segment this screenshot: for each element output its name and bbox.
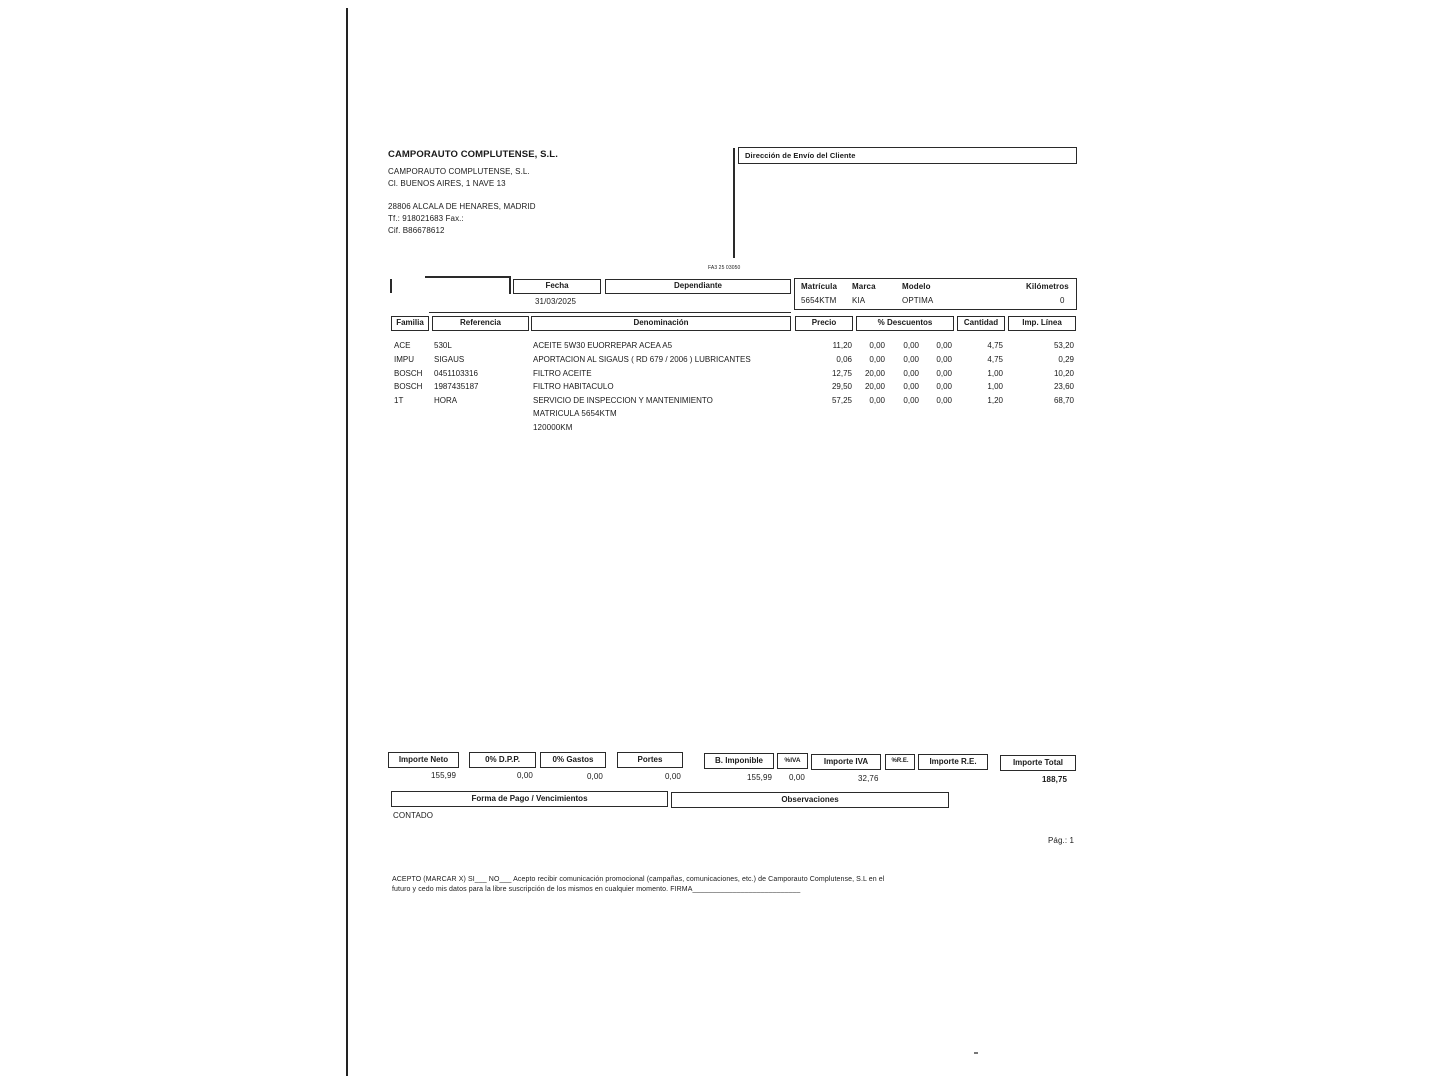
cell-referencia: SIGAUS — [434, 355, 465, 364]
cell-importe: 23,60 — [1053, 382, 1074, 391]
consent-line1: ACEPTO (MARCAR X) SI___ NO___ Acepto recibir comunicación promocional (campañas, comunicaciones, etc.) de Camporauto Complutense, S.L en el — [392, 876, 885, 883]
cell-importe: 0,29 — [1058, 355, 1074, 364]
extra-line: MATRICULA 5654KTM — [533, 409, 617, 418]
importe-neto-header: Importe Neto — [388, 752, 459, 768]
cell-dto2: 0,00 — [903, 382, 919, 391]
table-row — [0, 396, 1440, 408]
matricula-value: 5654KTM — [801, 296, 837, 305]
cell-precio: 11,20 — [832, 341, 852, 350]
cell-precio: 57,25 — [831, 396, 852, 405]
page-edge-line — [346, 8, 348, 1076]
fecha-header: Fecha — [513, 279, 601, 294]
cell-cantidad: 1,20 — [987, 396, 1003, 405]
gastos-header: 0% Gastos — [540, 752, 606, 768]
company-name: CAMPORAUTO COMPLUTENSE, S.L. — [388, 167, 530, 176]
dependiente-header: Dependiante — [605, 279, 791, 294]
table-row — [0, 369, 1440, 381]
re-pct-header: %R.E. — [885, 754, 915, 770]
cell-dto2: 0,00 — [903, 369, 919, 378]
company-cif: Cif. B86678612 — [388, 226, 445, 235]
cell-denominacion: FILTRO HABITACULO — [533, 382, 614, 391]
portes-value: 0,00 — [665, 772, 681, 781]
iva-pct-header: %IVA — [777, 753, 808, 769]
gastos-value: 0,00 — [587, 772, 603, 781]
cell-dto3: 0,00 — [936, 382, 952, 391]
km-value: 0 — [1060, 296, 1065, 305]
col-familia: Familia — [391, 316, 429, 331]
cell-precio: 0,06 — [836, 355, 852, 364]
page-number: Pág.: 1 — [1048, 836, 1075, 845]
col-denominacion: Denominación — [531, 316, 791, 331]
table-row — [0, 355, 1440, 367]
iva-pct-value: 0,00 — [789, 773, 805, 782]
cell-importe: 53,20 — [1053, 341, 1074, 350]
importe-iva-value: 32,76 — [858, 774, 879, 783]
consent-line2: futuro y cedo mis datos para la libre suscripción de los mismos en cualquier momento. FIRMA___________________________ — [392, 886, 801, 893]
modelo-label: Modelo — [902, 282, 931, 291]
info-left-tick — [390, 279, 392, 293]
cell-referencia: 1987435187 — [434, 382, 479, 391]
doc-code: FA3 25 03050 — [708, 265, 741, 271]
cell-cantidad: 1,00 — [987, 382, 1003, 391]
importe-neto-value: 155,99 — [431, 771, 457, 780]
cell-importe: 10,20 — [1053, 369, 1074, 378]
cell-dto3: 0,00 — [936, 369, 952, 378]
cell-referencia: 0451103316 — [434, 369, 478, 378]
km-label: Kilómetros — [1026, 282, 1069, 291]
total-header: Importe Total — [1000, 755, 1076, 771]
cell-precio: 12,75 — [831, 369, 852, 378]
base-value: 155,99 — [747, 773, 773, 782]
cell-precio: 29,50 — [831, 382, 852, 391]
cell-familia: IMPU — [394, 355, 414, 364]
observaciones-header: Observaciones — [671, 792, 949, 808]
cell-familia: BOSCH — [394, 369, 423, 378]
cell-familia: 1T — [394, 396, 404, 405]
cell-dto2: 0,00 — [903, 341, 919, 350]
cell-dto1: 0,00 — [869, 355, 885, 364]
col-precio: Precio — [795, 316, 853, 331]
cell-familia: BOSCH — [394, 382, 423, 391]
base-header: B. Imponible — [704, 753, 774, 769]
scan-speck — [974, 1052, 978, 1054]
total-value: 188,75 — [1042, 775, 1068, 784]
cell-cantidad: 4,75 — [987, 355, 1003, 364]
cell-dto3: 0,00 — [936, 396, 952, 405]
col-cantidad: Cantidad — [957, 316, 1005, 331]
col-importe: Imp. Línea — [1008, 316, 1076, 331]
company-address2: 28806 ALCALA DE HENARES, MADRID — [388, 202, 536, 211]
cell-referencia: HORA — [434, 396, 458, 405]
cell-denominacion: APORTACION AL SIGAUS ( RD 679 / 2006 ) LUBRICANTES — [533, 355, 751, 364]
importe-re-header: Importe R.E. — [918, 754, 988, 770]
dpp-header: 0% D.P.P. — [469, 752, 536, 768]
table-row — [0, 341, 1440, 353]
client-box-left-line — [733, 148, 735, 258]
payment-header: Forma de Pago / Vencimientos — [391, 791, 668, 807]
company-address1: Cl. BUENOS AIRES, 1 NAVE 13 — [388, 179, 506, 188]
table-row — [0, 382, 1440, 394]
marca-label: Marca — [852, 282, 876, 291]
portes-header: Portes — [617, 752, 683, 768]
cell-denominacion: SERVICIO DE INSPECCION Y MANTENIMIENTO — [533, 396, 713, 405]
extra-line: 120000KM — [533, 423, 573, 432]
cell-importe: 68,70 — [1053, 396, 1074, 405]
cell-referencia: 530L — [434, 341, 452, 350]
col-descuentos: % Descuentos — [856, 316, 954, 331]
importe-iva-header: Importe IVA — [811, 754, 881, 770]
dpp-value: 0,00 — [517, 771, 533, 780]
cell-dto3: 0,00 — [936, 355, 952, 364]
cell-cantidad: 4,75 — [987, 341, 1003, 350]
cell-dto2: 0,00 — [903, 355, 919, 364]
cell-dto2: 0,00 — [903, 396, 919, 405]
cell-denominacion: ACEITE 5W30 EUORREPAR ACEA A5 — [533, 341, 673, 350]
client-address-label: Dirección de Envío del Cliente — [745, 151, 856, 160]
col-referencia: Referencia — [432, 316, 529, 331]
fecha-value: 31/03/2025 — [535, 297, 577, 306]
cell-cantidad: 1,00 — [987, 369, 1003, 378]
cell-denominacion: FILTRO ACEITE — [533, 369, 592, 378]
matricula-label: Matrícula — [801, 282, 838, 291]
company-phone: Tf.: 918021683 Fax.: — [388, 214, 464, 223]
payment-value: CONTADO — [393, 811, 434, 820]
table-header-top-line — [429, 312, 791, 313]
modelo-value: OPTIMA — [902, 296, 934, 305]
cell-dto1: 0,00 — [869, 341, 885, 350]
cell-dto1: 0,00 — [869, 396, 885, 405]
cell-dto1: 20,00 — [864, 382, 885, 391]
info-right-tick — [509, 276, 511, 294]
cell-familia: ACE — [394, 341, 411, 350]
cell-dto1: 20,00 — [864, 369, 885, 378]
cell-dto3: 0,00 — [936, 341, 952, 350]
info-top-line — [425, 276, 510, 278]
company-title: CAMPORAUTO COMPLUTENSE, S.L. — [388, 149, 558, 160]
marca-value: KIA — [852, 296, 866, 305]
